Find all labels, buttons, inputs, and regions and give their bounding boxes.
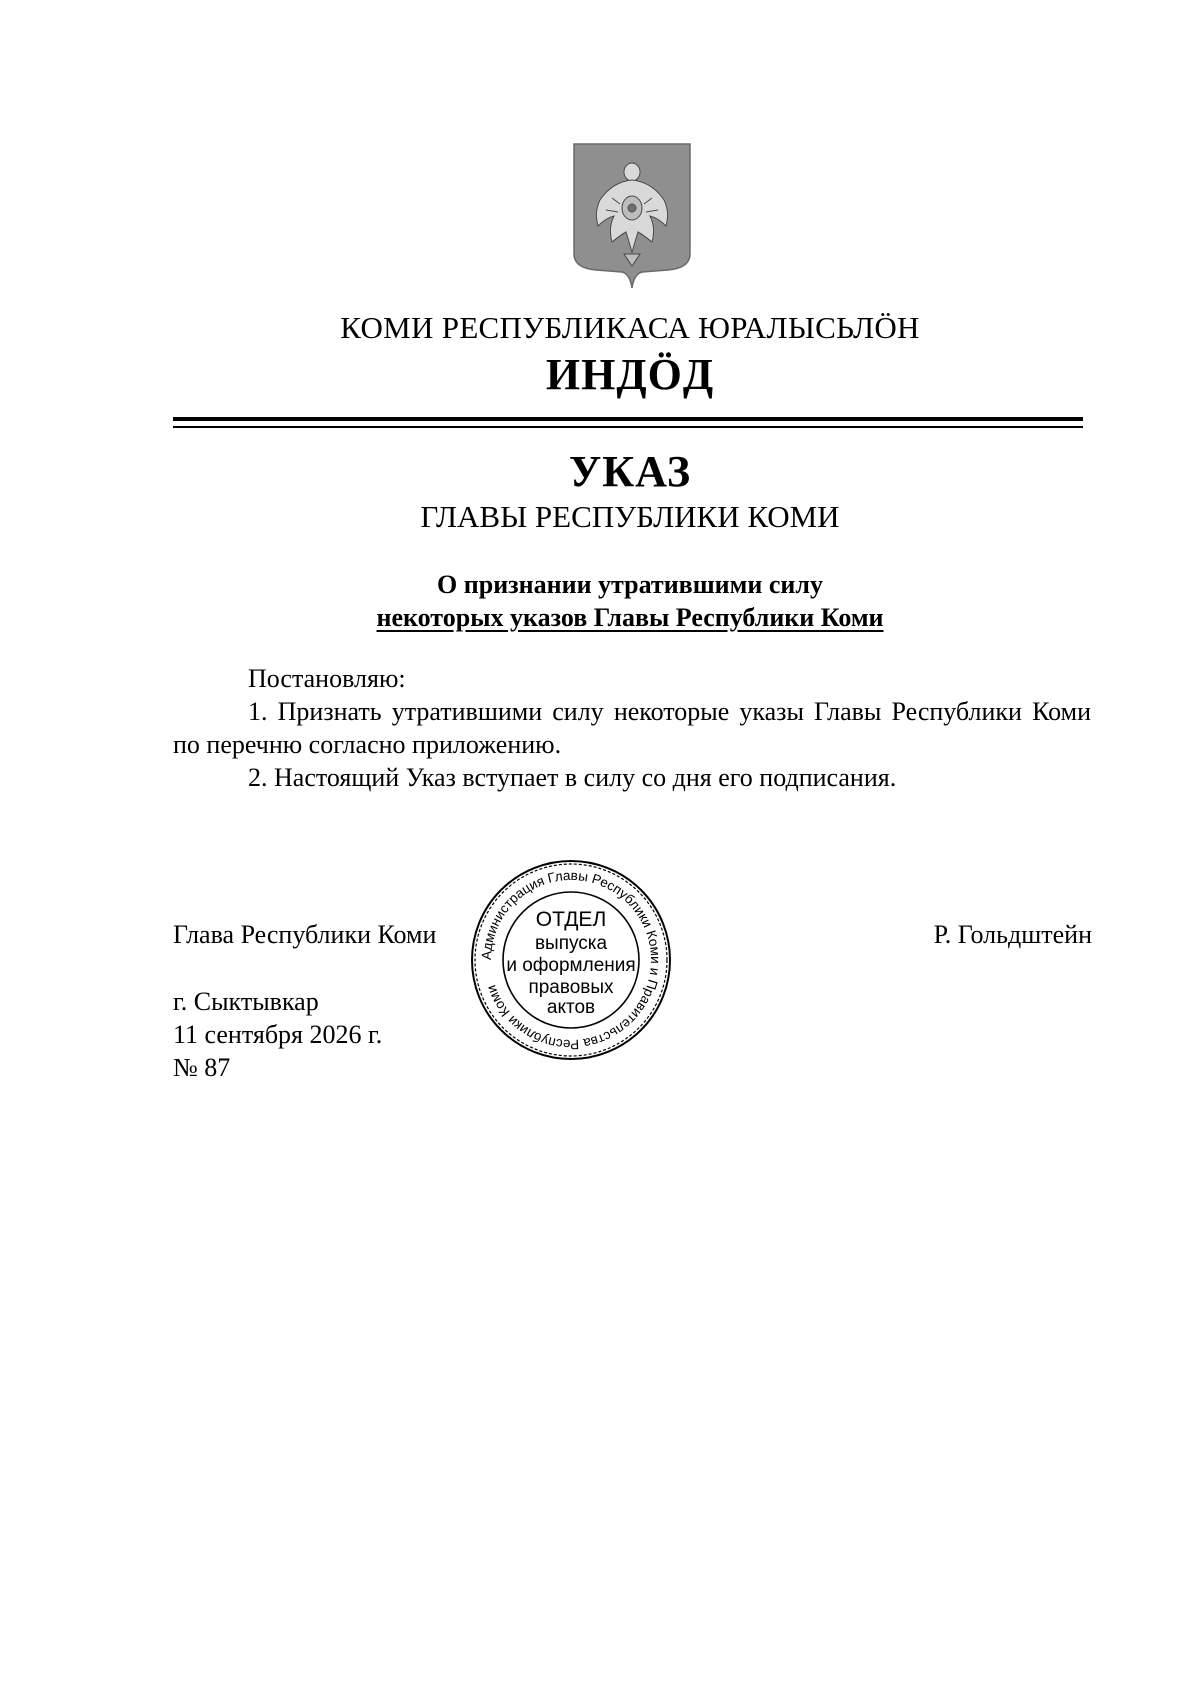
decree-item-2: 2. Настоящий Указ вступает в силу со дня его подписания. <box>248 763 897 792</box>
stamp-line-2: выпуска <box>534 933 608 954</box>
decree-title-line-2 <box>0 603 1200 633</box>
header-divider-thin <box>173 426 1083 428</box>
decree-number: № 87 <box>173 1053 231 1082</box>
komi-coat-of-arms-icon <box>572 142 692 288</box>
stamp-ring-text-path: Администрация Главы Республики Коми и Правительства Республики Коми <box>478 867 664 1053</box>
official-stamp <box>469 858 673 1062</box>
decree-place: г. Сыктывкар <box>173 987 319 1016</box>
header-divider <box>173 417 1083 421</box>
decree-title-line-2-text: некоторых указов Главы Республики Коми <box>376 603 884 632</box>
stamp-line-1: ОТДЕЛ <box>535 908 607 931</box>
signatory-position: Глава Республики Коми <box>173 920 437 949</box>
stamp-line-3: и оформления <box>506 955 636 976</box>
doc-type-komi: ИНДÖД <box>545 350 715 399</box>
decree-title-line-1: О признании утратившими силу <box>437 570 823 599</box>
org-name-ru: ГЛАВЫ РЕСПУБЛИКИ КОМИ <box>420 499 840 534</box>
doc-type-ru: УКАЗ <box>568 447 692 496</box>
stamp-line-4: правовых <box>528 977 614 998</box>
decree-item-1: 1. Признать утратившими силу некоторые указы Главы Республики Коми по перечню согласно приложению. <box>173 697 1091 759</box>
decree-intro: Постановляю: <box>248 664 406 693</box>
signatory-name: Р. Гольдштейн <box>933 920 1092 949</box>
decree-date: 11 сентября 2026 г. <box>173 1020 383 1049</box>
decree-footer <box>173 985 382 1084</box>
stamp-line-5: актов <box>546 997 596 1018</box>
org-name-komi: КОМИ РЕСПУБЛИКАСА ЮРАЛЫСЬЛÖН <box>340 310 920 345</box>
